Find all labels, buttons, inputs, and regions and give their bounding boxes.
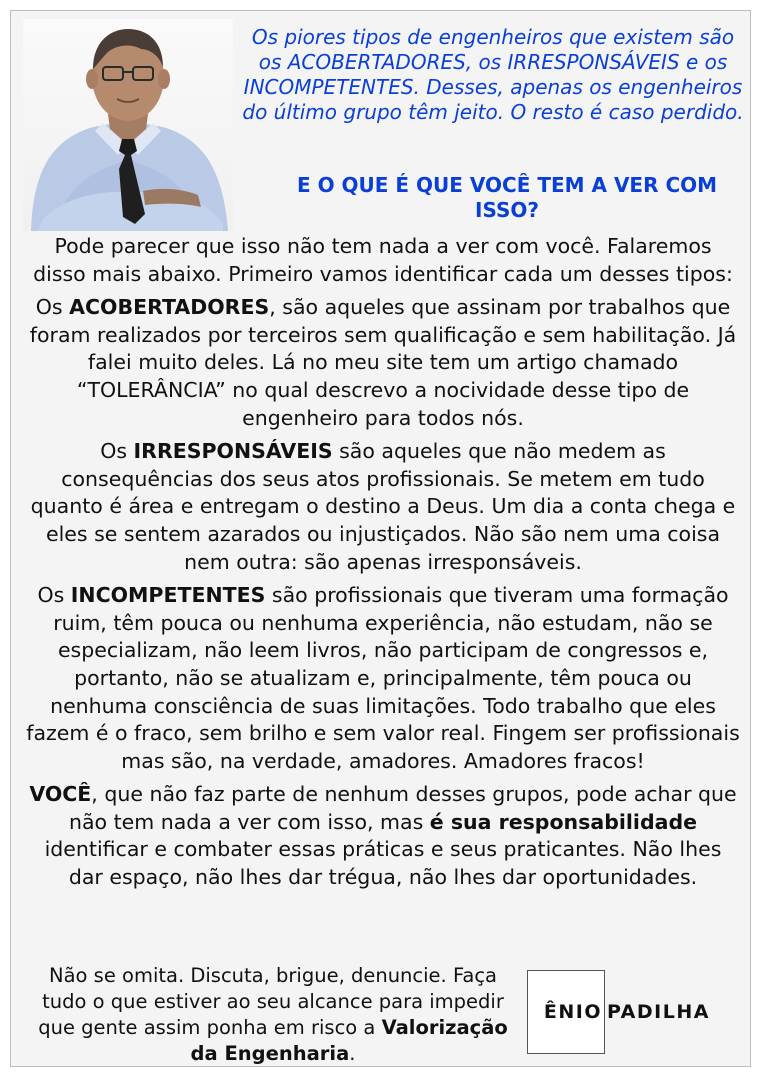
paragraph-irresponsaveis (25, 438, 741, 576)
paragraph-incompetentes-pre: Os (37, 583, 71, 608)
paragraph-irresponsaveis-text: são aqueles que não medem as consequências dos seus atos profissionais. Se metem em tudo quanto é área e entregam o destino a Deus. Um dia a conta chega e eles se sentem azarados ou injustiçados. Não são nem uma coisa nem outra: são apenas irresponsáveis. (30, 439, 736, 574)
paragraph-intro: Pode parecer que isso não tem nada a ver com você. Falaremos disso mais abaixo. Primeiro vamos identificar cada um desses tipos: (33, 234, 733, 286)
paragraph-incompetentes (25, 582, 741, 775)
article-body (25, 233, 741, 898)
logo-box (527, 970, 605, 1054)
closing-end: . (349, 1042, 356, 1065)
paragraph-incompetentes-text: são profissionais que tiveram uma formação ruim, têm pouca ou nenhuma experiência, não estudam, não se especializam, não leem livros, não participam de congressos e, portanto, não se atualizam e, principalmente, têm pouca ou nenhuma consciência de suas limitações. Todo trabalho que eles fazem é o fraco, sem brilho e sem valor real. Fingem ser profissionais mas são, na verdade, amadores. Amadores fracos! (26, 583, 740, 773)
logo-first-name: ÊNIO (543, 1001, 602, 1023)
paragraph-irresponsaveis-pre: Os (100, 439, 134, 464)
closing-text: Não se omita. Discuta, brigue, denuncie. Faça tudo o que estiver ao seu alcance para impedir que gente assim ponha em risco a (38, 964, 504, 1039)
paragraph-voce-text: identificar e combater essas práticas e seus praticantes. Não lhes dar espaço, não lhes dar trégua, não lhes dar oportunidades. (44, 837, 722, 890)
closing-call-to-action (25, 963, 521, 1067)
paragraph-acobertadores-text: , são aqueles que assinam por trabalhos que foram realizados por terceiros sem qualificação e sem habilitação. Já falei muito deles. Lá no meu site tem um artigo chamado “TOLERÂNCIA” no qual descrevo a nocividade desse tipo de engenheiro para todos nós. (29, 295, 737, 430)
author-portrait-illustration (23, 19, 233, 231)
term-incompetentes: INCOMPETENTES (70, 583, 266, 608)
term-responsabilidade: é sua responsabilidade (429, 809, 698, 834)
closing-bold: Valorização da Engenharia (190, 1016, 508, 1065)
headline-question: E O QUE É QUE VOCÊ TEM A VER COM ISSO? (296, 173, 718, 222)
paragraph-voce (25, 781, 741, 891)
intro-text: Os piores tipos de engenheiros que existem são os ACOBERTADORES, os IRRESPONSÁVEIS e os INCOMPETENTES. Desses, apenas os engenheiros do último grupo têm jeito. O resto é caso perdido. (242, 25, 744, 124)
paragraph-acobertadores-pre: Os (35, 295, 70, 320)
term-voce: VOCÊ (29, 782, 92, 807)
author-logo (527, 969, 749, 1055)
article-card (10, 10, 751, 1067)
paragraph-voce-mid: , que não faz parte de nenhum desses grupos, pode achar que não tem nada a ver com isso, mas (68, 782, 737, 834)
logo-last-name: PADILHA (607, 1001, 710, 1023)
author-photo (23, 19, 233, 231)
paragraph-acobertadores (25, 294, 741, 432)
term-acobertadores: ACOBERTADORES (69, 295, 270, 320)
term-irresponsaveis: IRRESPONSÁVEIS (133, 439, 333, 464)
